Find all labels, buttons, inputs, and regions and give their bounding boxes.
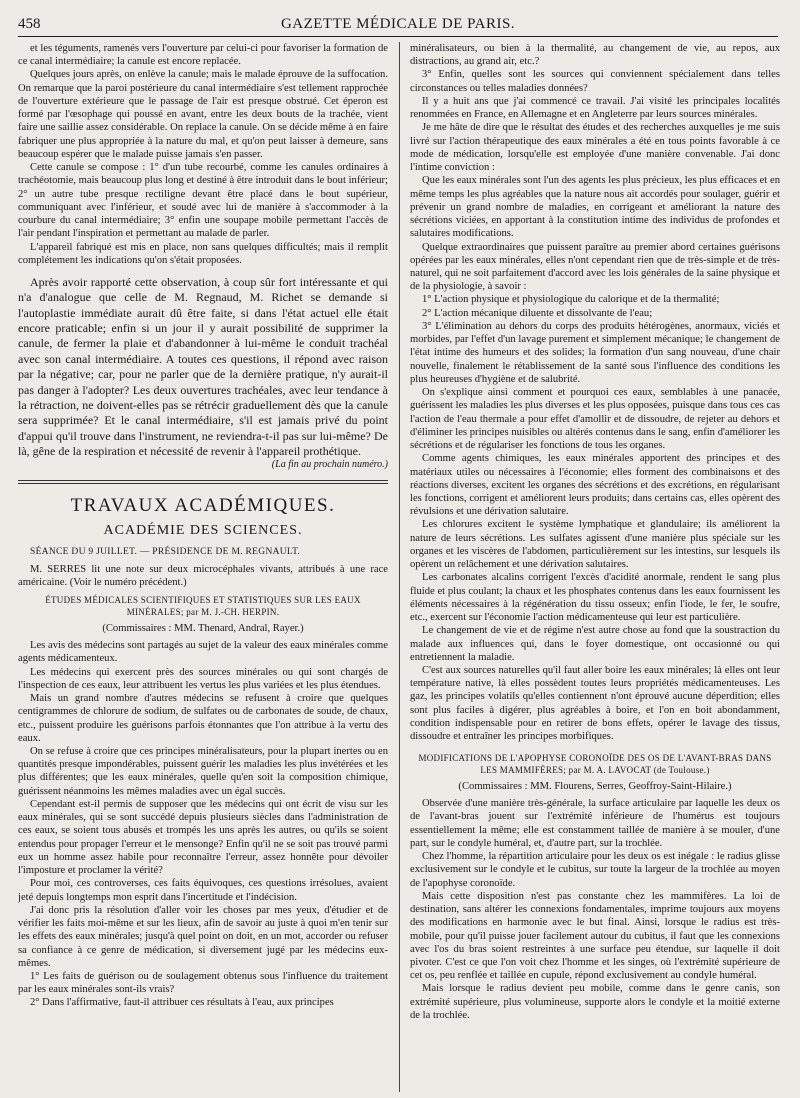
paragraph: minéralisateurs, ou bien à la thermalité, au changement de vie, au repos, aux distractions, au grand air, etc.? [410, 43, 780, 68]
paragraph: L'appareil fabriqué est mis en place, non sans quelques difficultés; mais il remplit complétement les indications qu'on s'était proposées. [18, 241, 388, 266]
article-title: MODIFICATIONS DE L'APOPHYSE CORONOÏDE DES OS DE L'AVANT-BRAS DANS LES MAMMIFÈRES; par M. A. LAVOCAT (de Toulouse.) [418, 753, 772, 775]
paragraph: Comme agents chimiques, les eaux minérales apportent des principes et des matériaux utiles ou nécessaires à l'économie; elles forment des combinaisons et des réactions diverses, excitent les organes des sécrétions et des excrétions, en régularisant les fonctions, corrigent et améliorent leurs produits; dans certains cas, elles opèrent des révulsions et une dérivation salutaire. [410, 453, 780, 518]
academy-title: ACADÉMIE DES SCIENCES. [103, 522, 303, 538]
paragraph: Cependant est-il permis de supposer que les médecins qui ont écrit de visu sur les eaux minérales, qui se sont succédé depuis plusieurs siècles dans l'administration de ces eaux, se soient tous abusés et trompés les uns après les autres, ou qu'ils se soient entendus pour propager l'erreur et le mensonge? Enfin qu'il ne se soit pas trouvé parmi eux un homme assez habile pour reconnaître l'erreur, assez honnête pour dévoiler l'imposture et proclamer la vérité? [18, 798, 388, 877]
section-title: TRAVAUX ACADÉMIQUES. [70, 494, 336, 516]
paragraph: Chez l'homme, la répartition articulaire pour les deux os est inégale : le radius glisse exclusivement sur le condyle et le cubitus, sur toute la largeur de la trochlée au moyen de l'apophyse coronoïde. [410, 851, 780, 889]
page-number: 458 [18, 16, 41, 32]
section-divider [18, 480, 388, 484]
paragraph: Les médecins qui exercent près des sources minérales ou qui sont chargés de l'inspection de ces eaux, leur attribuent les vertus les plus variées et les plus étendues. [18, 666, 388, 691]
right-column [410, 42, 780, 1092]
paragraph: Quelques jours après, on enlève la canule; mais le malade éprouve de la suffocation. On remarque que la paroi postérieure du canal intermédiaire s'est tellement rapprochée de l'ouverture extérieure que le passage de l'air est presque obstrué. Cet éperon est formé par l'œsophage qui poussé en avant, entre les deux bouts de la trachée, vient faire une saillie assez considérable. On replace la canule. On se décide même à en faire fabriquer une plus appropriée à la nature du mal, et qu'on peut laisser à demeure, sans beaucoup espérer que le malade puisse jamais s'en passer. [18, 69, 388, 160]
paragraph: Je me hâte de dire que le résultat des études et des recherches auxquelles je me suis livré sur l'action thérapeutique des eaux minérales a été en tous points favorable à ce mode de médication, lorsqu'elle est employée d'une manière convenable. J'ai donc l'intime conviction : [410, 122, 780, 174]
paragraph: M. SERRES lit une note sur deux microcéphales vivants, attribués à une race américaine. (Voir le numéro précédent.) [18, 563, 388, 589]
paragraph: Les carbonates alcalins corrigent l'excès d'acidité anormale, rendent le sang plus fluide et plus coulant; la chaux et les phosphates contenus dans les eaux fournissent les éléments nécessaires à la régénération du tissu osseux; enfin l'iode, le fer, le soufre, etc., exercent sur l'économie l'action médicamenteuse qui leur est particulière. [410, 572, 780, 624]
paragraph: 1° Les faits de guérison ou de soulagement obtenus sous l'influence du traitement par les eaux minérales sont-ils vrais? [18, 970, 388, 996]
paragraph: Quelque extraordinaires que puissent paraître au premier abord certaines guérisons opérées par les eaux minérales, elles n'ont cependant rien que de très-simple et de très-naturel, qui ne soit parfaitement d'accord avec les lois générales de la saine physique et de la physiologie, à savoir : [410, 241, 780, 293]
paragraph: 3° Enfin, quelles sont les sources qui conviennent spécialement dans telles circonstances ou telles maladies données? [410, 69, 780, 94]
article-title: ÉTUDES MÉDICALES SCIENTIFIQUES ET STATISTIQUES SUR LES EAUX MINÉRALES; par M. J.-CH. HERPIN. [45, 595, 361, 617]
left-column [18, 42, 388, 1092]
paragraph: Mais cette disposition n'est pas constante chez les mammifères. La loi de destination, sans altérer les connexions fondamentales, imprime toujours aux moyens des modifications en harmonie avec le but final. Ainsi, lorsque le radius est très-mobile, pour qu'il puisse jouer facilement autour du cubitus, il faut que les connexions avec l'os du bras soient restreintes à une surface peu étendue, sur laquelle il doit pivoter. C'est ce que l'on voit chez l'homme et les singes, où l'extrémité supérieure de cet os, peu renflée et taillée en cupule, répond exclusivement au condyle huméral. [410, 890, 780, 982]
paragraph: et les téguments, ramenés vers l'ouverture par celui-ci pour favoriser la formation de ce canal intermédiaire; la canule est encore replacée. [18, 43, 388, 68]
paragraph: 2° L'action mécanique diluente et dissolvante de l'eau; [422, 307, 653, 319]
commissioners: (Commissaires : MM. Thenard, Andral, Rayer.) [102, 622, 304, 634]
page-header [18, 14, 778, 37]
paragraph: Après avoir rapporté cette observation, à coup sûr fort intéressante et qui n'a d'analogue que celle de M. Regnaud, M. Richet se demande si l'autoplastie immédiate aurait dû être faite, si dans l'état actuel elle était encore praticable; enfin si un jour il y aurait possibilité de supprimer la canule, de fermer la plaie et d'abandonner à lui-même le conduit trachéal avec son canal intermédiaire. A toutes ces questions, il répond avec raison par la négative; car, pour ne parler que de la dernière pratique, n'y aurait-il pas danger à l'adopter? Les deux ouvertures trachéales, avec leur tendance à la rétraction, ne doivent-elles pas se rétrécir graduellement dès que la canule sera supprimée? Et le canal intermédiaire, s'il est jamais privé du point d'appui qu'il trouve dans l'instrument, ne reviendra-t-il pas sur lui-même? De là, gêne de la respiration et nécessité de revenir à l'appareil prothétique. [18, 274, 388, 458]
paragraph: Le changement de vie et de régime n'est autre chose au fond que la soustraction du malade aux influences qui, dans le foyer domestique, ont occasionné ou qui entretiennent la maladie. [410, 625, 780, 663]
commissioners: (Commissaires : MM. Flourens, Serres, Geoffroy-Saint-Hilaire.) [458, 780, 732, 792]
paragraph: Les chlorures excitent le système lymphatique et glandulaire; ils améliorent la nature de leurs sécrétions. Les sulfates agissent d'une manière plus spéciale sur les organes et les viscères de l'abdomen, particulièrement sur les intestins, sur lesquels ils opèrent un relâchement et une dérivation salutaires. [410, 519, 780, 571]
paragraph: Que les eaux minérales sont l'un des agents les plus précieux, les plus efficaces et en même temps les plus agréables que la nature nous ait accordés pour soulager, guérir et prévenir un grand nombre de maladies, en corrigeant et améliorant la nature des sécrétions viciées, en apportant à la constitution intime des individus de profondes et salutaires modifications. [410, 175, 780, 240]
paragraph: 3° L'élimination au dehors du corps des produits hétérogènes, anormaux, viciés et morbides, par l'effet d'un lavage purement et simplement mécanique; le changement de l'état intime des humeurs et des solides; la formation d'un sang nouveau, d'une chair nouvelle, finalement le rétablissement de la santé sous l'influence des conditions les plus heureuses d'hygiène et de salubrité. [410, 320, 780, 385]
paragraph: 2° Dans l'affirmative, faut-il attribuer ces résultats à l'eau, aux principes [30, 997, 334, 1009]
paragraph: Pour moi, ces controverses, ces faits équivoques, ces questions irrésolues, avaient jeté depuis longtemps mon esprit dans l'incertitude et l'indécision. [18, 878, 388, 903]
paragraph: Cette canule se compose : 1° d'un tube recourbé, comme les canules ordinaires à trachéotomie, mais beaucoup plus long et destiné à être introduit dans le bout inférieur; 2° un autre tube presque rectiligne devant être placé dans le bout supérieur, communiquant avec l'inférieur, et soudé avec lui de manière à s'accommoder à la courbure du canal intermédiaire; 3° enfin une soupape mobile permettant l'accès de l'air pendant l'inspiration et permettant au malade de parler. [18, 162, 388, 240]
journal-title: GAZETTE MÉDICALE DE PARIS. [280, 16, 516, 32]
paragraph: J'ai donc pris la résolution d'aller voir les choses par mes yeux, d'étudier et de vérifier les faits moi-même et sur les lieux, afin de savoir au juste à quoi m'en tenir sur les effets des eaux minérales; jusqu'à quel point on doit, en un mot, accorder ou refuser sa confiance à ce genre de médication, si diversement jugé par les médecins eux-mêmes. [18, 904, 388, 969]
paragraph: Il y a huit ans que j'ai commencé ce travail. J'ai visité les principales localités renommées en France, en Allemagne et en Angleterre par leurs sources minérales. [410, 95, 780, 121]
paragraph: On s'explique ainsi comment et pourquoi ces eaux, semblables à une panacée, guérissent les maladies les plus diverses et les plus opposées, puisque dans tous ces cas l'action de l'eau thermale a pour effet d'amollir et de dissoudre, de rejeter au dehors et d'éliminer les principes nuisibles ou altérés contenus dans le sang, enfin d'améliorer les sécrétions et de régulariser les fonctions de tous les organes. [410, 387, 780, 452]
paragraph: Observée d'une manière très-générale, la surface articulaire par laquelle les deux os de l'avant-bras jouent sur l'extrémité inférieure de l'humérus est toujours essentiellement la même; elle est constamment taillée de manière à se mouler, d'une part, sur le condyle huméral, et, d'autre part, sur la trochlée. [410, 798, 780, 849]
session-line: SÉANCE DU 9 JUILLET. — PRÉSIDENCE DE M. REGNAULT. [30, 547, 301, 558]
paragraph: Les avis des médecins sont partagés au sujet de la valeur des eaux minérales comme agents médicamenteux. [18, 640, 388, 665]
paragraph: C'est aux sources naturelles qu'il faut aller boire les eaux minérales; là elles ont leur température native, là elles possèdent toutes leurs propriétés médicamenteuses. Les gaz, les principes volatils qu'elles contiennent n'ont éprouvé aucune déperdition; elles sont plus faciles à digérer, plus agréables à boire, et l'on en boit abondamment, condition indispensable pour en retirer de bons effets, opérer le lavage des tissus, dissoudre et entraîner les principes morbifiques. [410, 665, 780, 743]
paragraph: On se refuse à croire que ces principes minéralisateurs, pour la plupart inertes ou en quantités presque impondérables, puissent guérir les maladies les plus invétérées et les plus différentes; que les eaux minérales, quelle qu'en soit la composition chimique, guérissent néanmoins les mêmes maladies avec un égal succès. [18, 746, 388, 797]
paragraph: Mais un grand nombre d'autres médecins se refusent à croire que quelques centigrammes de chlorure de sodium, de sulfates ou de carbonates de soude, de chaux, etc., puissent produire les guérisons parfois étonnantes que l'on attribue à la vertu des eaux. [18, 693, 388, 744]
column-divider [399, 42, 400, 1092]
to-be-continued: (La fin au prochain numéro.) [271, 459, 388, 471]
paragraph: Mais lorsque le radius devient peu mobile, comme dans le genre canis, son extrémité supérieure, plus volumineuse, supporte alors le condyle et la moitié externe de la trochlée. [410, 983, 780, 1021]
paragraph: 1° L'action physique et physiologique du calorique et de la thermalité; [422, 294, 720, 306]
